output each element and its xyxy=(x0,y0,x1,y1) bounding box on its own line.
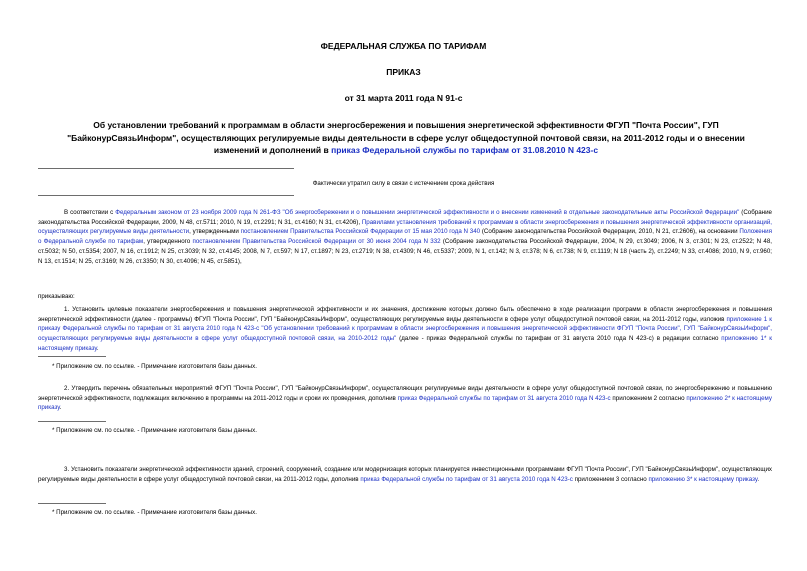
item-3-paragraph xyxy=(38,465,772,484)
footnote-rule-2 xyxy=(38,421,106,422)
preamble-text-1: В соответствии с xyxy=(64,209,114,216)
preamble-text-3: , утвержденными xyxy=(189,228,239,236)
preamble-text-5: , утвержденного xyxy=(143,238,191,246)
item-1-text-2: (далее - приказ Федеральной службы по тарифам от 31 августа 2010 года N 423-с) в редакции согласно xyxy=(399,335,719,343)
item-2-text-2: приложением 2 согласно xyxy=(612,394,685,402)
preamble-text-2: (Собрание законодательства Российской Федерации, 2009, N 48, ст.5711; 2010, N 19, ст.2291; N 31, ст.4160; N 31, ст.4206), xyxy=(38,209,772,226)
order-word-text: приказываю: xyxy=(38,293,75,300)
item-3-text-2: приложением 3 согласно xyxy=(574,475,647,483)
preamble-paragraph xyxy=(38,208,772,266)
item-3-order-link[interactable]: приказ Федеральной службы по тарифам от 31 августа 2010 года N 423-с xyxy=(360,475,573,483)
separator-rule-top xyxy=(38,168,294,169)
item-1-text-1: 1. Установить целевые показатели энергосбережения и повышения энергетической эффективности и их значения, достижение которых должно быть обеспечено в ходе реализации программ в области энергосбережения и повышения энергетической эффективности (далее - программы) ФГУП "Почта России", ГУП "БайконурСвязьИнформ", осуществляющих регулируемые виды деятельности в сфере услуг общедоступной почтовой связи, на 2011-2012 годы, изложив xyxy=(38,306,772,323)
status-note: Фактически утратил силу в связи с истечением срока действия xyxy=(312,180,495,187)
government-decree-340-link[interactable]: постановлением Правительства Российской Федерации от 15 мая 2010 года N 340 xyxy=(240,228,481,236)
item-1-annex-link[interactable]: приложение 1 к приказу Федеральной службы по тарифам от 31 августа 2010 года N 423-с "Об установлении требований к программам в области энергосбережения и повышения энергетической эффективности ФГУП "Почта России", ГУП "БайконурСвязьИнформ", осуществляющих регулируемые виды деятельности в сфере услуг общедоступной почтовой связи, на 2010-2012 годы" xyxy=(38,315,772,343)
footnote-2: * Приложение см. по ссылке. - Примечание изготовителя базы данных. xyxy=(52,427,257,434)
government-decree-332-link[interactable]: постановлением Правительства Российской Федерации от 30 июня 2004 года N 332 xyxy=(192,238,441,246)
footnote-rule-3 xyxy=(38,503,106,504)
footnote-rule-1 xyxy=(38,356,106,357)
footnote-3: * Приложение см. по ссылке. - Примечание изготовителя базы данных. xyxy=(52,509,257,516)
item-3-text-3: . xyxy=(757,475,760,483)
item-3-text-1: 3. Установить показатели энергетической эффективности зданий, строений, сооружений, создание или модернизация которых планируется инвестиционными программами ФГУП "Почта России", ГУП "БайконурСвязьИнформ", осуществляющих регулируемые виды деятельности в сфере услуг общедоступной почтовой связи, на 2011-2012 годы, дополнив xyxy=(38,466,772,483)
item-2-paragraph xyxy=(38,384,772,413)
title-text: Об установлении требований к программам в области энергосбережения и повышения энергетической эффективности ФГУП "Почта России", ГУП "БайконурСвязьИнформ", осуществляющих регулируемые виды деятельности в сфере услуг общедоступной почтовой связи, на 2011-2012 годы и о внесении изменений и дополнений в xyxy=(67,120,745,155)
preamble-text-6: (Собрание законодательства Российской Федерации, 2004, N 29, ст.3049; 2006, N 3, ст.301; N 23, ст.2522; N 48, ст.5032; N 50, ст.5354; 2007, N 16, ст.1912; N 25, ст.3039; N 32, ст.4145; 2008, N 7, ст.597; N 17, ст.1897; N 23, ст.2719; N 38, ст.4309; N 46, ст.5337; 2009, N 1, ст.142; N 3, ст.378; N 6, ст.738; N 9, ст.1119; N 18 (часть 2), ст.2249; N 33, ст.4086; 2010, N 9, ст.960; N 13, ст.1514; N 25, ст.3169; N 26, ст.3350; N 30, ст.4096; N 45, ст.5851), xyxy=(38,238,772,265)
item-2-text-1: 2. Утвердить перечень обязательных мероприятий ФГУП "Почта России", ГУП "БайконурСвязьИнформ", осуществляющих регулируемые виды деятельности в сфере услуг общедоступной почтовой связи, по энергосбережению и повышению энергетической эффективности, подлежащих включению в программы на 2011-2012 годы и сроки их проведения, дополнив xyxy=(38,385,772,402)
order-word xyxy=(38,292,772,302)
rules-link[interactable]: Правилами установления требований к программам в области энергосбережения и повышения энергетической эффективности организаций, осуществляющих регулируемые виды деятельности xyxy=(38,218,772,236)
doc-date-number: от 31 марта 2011 года N 91-с xyxy=(344,93,463,103)
item-3-appendix-3-link[interactable]: приложению 3* к настоящему приказу xyxy=(648,475,758,483)
separator-rule-bottom xyxy=(38,195,294,196)
item-2-text-3: . xyxy=(59,404,62,412)
item-2-appendix-2-link[interactable]: приложению 2* к настоящему приказу xyxy=(38,394,772,412)
item-1-paragraph xyxy=(38,305,772,354)
item-1-appendix-1-link[interactable]: приложению 1* к настоящему приказу xyxy=(38,335,772,352)
item-1-text-3: . xyxy=(96,344,99,352)
doc-type: ПРИКАЗ xyxy=(386,67,421,77)
footnote-1: * Приложение см. по ссылке. - Примечание изготовителя базы данных. xyxy=(52,363,257,370)
title-amended-order-link[interactable]: приказ Федеральной службы по тарифам от 31.08.2010 N 423-с xyxy=(331,145,599,155)
doc-title xyxy=(56,119,756,157)
fts-regulation-link[interactable]: Положения о Федеральной службе по тарифам xyxy=(38,228,772,246)
item-2-order-link[interactable]: приказ Федеральной службы по тарифам от 31 августа 2010 года N 423-с xyxy=(397,394,611,402)
federal-law-link[interactable]: Федеральным законом от 23 ноября 2009 года N 261-ФЗ "Об энергосбережении и о повышении энергетической эффективности и о внесении изменений в отдельные законодательные акты Российской Федерации" xyxy=(115,209,740,216)
agency-name: ФЕДЕРАЛЬНАЯ СЛУЖБА ПО ТАРИФАМ xyxy=(320,41,487,51)
preamble-text-4: (Собрание законодательства Российской Федерации, 2010, N 21, ст.2606), на основании xyxy=(481,228,738,236)
